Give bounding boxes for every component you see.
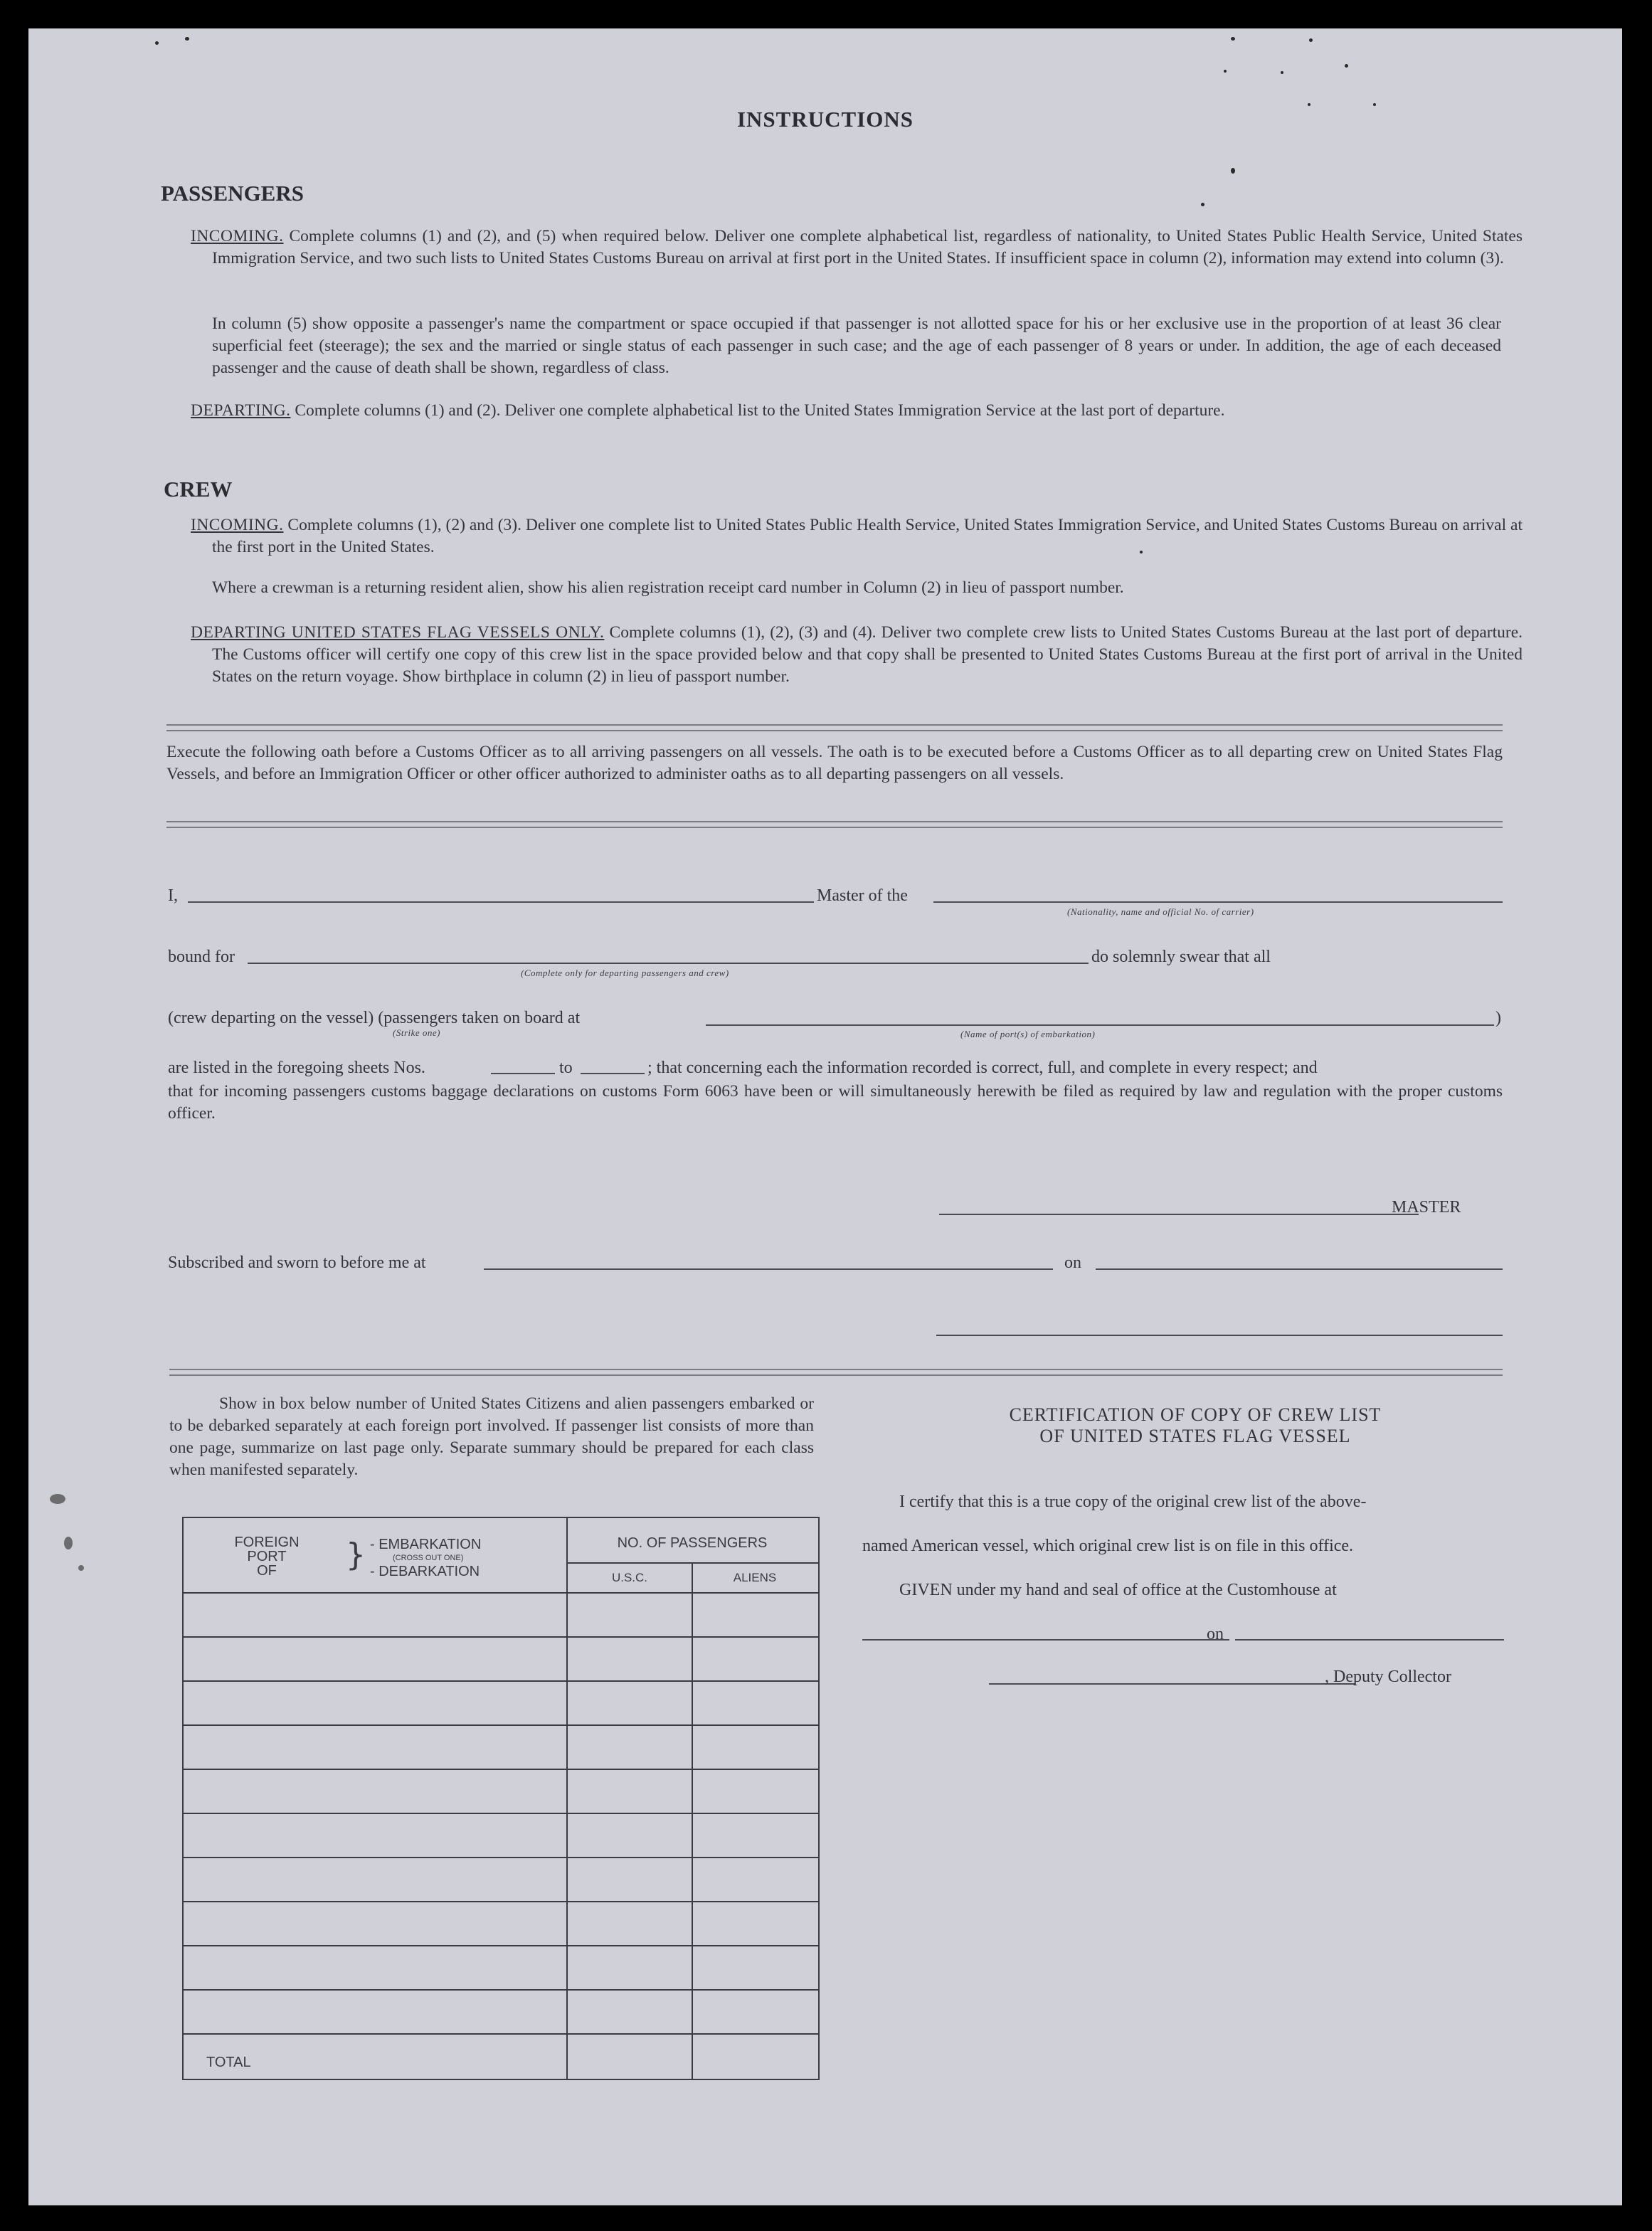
table-row-rule xyxy=(182,1724,818,1726)
table-row-rule xyxy=(182,1636,818,1638)
crew-departing-label: DEPARTING UNITED STATES FLAG VESSELS ONLY. xyxy=(191,623,605,642)
certify-text-a: I certify that this is a true copy of the original crew list of the above- xyxy=(899,1493,1367,1511)
sworn-date-field[interactable] xyxy=(1096,1268,1503,1270)
nationality-caption: (Nationality, name and official No. of carrier) xyxy=(1067,906,1254,917)
brace-icon: } xyxy=(346,1537,366,1573)
divider-rule xyxy=(166,821,1503,828)
scan-speck xyxy=(64,1537,73,1549)
table-row-rule xyxy=(182,1901,818,1902)
scan-speck xyxy=(50,1494,65,1504)
crew-departing-text: Complete columns (1), (2), (3) and (4). Deliver two complete crew lists to United States Customs Bureau at the last port of departure. The Customs officer will certify one copy of this crew list in the space provided below and that copy shall be presented to United States Customs Bureau at the first port of arrival in the United States on the return voyage. Show birthplace in column (2) in lieu of passport number. xyxy=(212,623,1523,686)
passengers-incoming-paragraph xyxy=(191,226,1523,270)
table-row-rule xyxy=(182,1680,818,1682)
bound-for-field[interactable] xyxy=(248,963,1089,964)
scan-speck xyxy=(1281,71,1283,74)
swear-label: do solemnly swear that all xyxy=(1091,948,1271,966)
crew-incoming-label: INCOMING. xyxy=(191,516,284,534)
complete-only-caption: (Complete only for departing passengers and crew) xyxy=(521,968,729,978)
scan-speck xyxy=(1373,103,1376,106)
certification-title-line2: OF UNITED STATES FLAG VESSEL xyxy=(1039,1426,1351,1446)
scan-speck xyxy=(185,37,189,41)
ports-field[interactable] xyxy=(706,1024,1494,1026)
crew-heading: CREW xyxy=(164,477,233,502)
given-text: GIVEN under my hand and seal of office at the Customhouse at xyxy=(899,1581,1337,1599)
table-row-rule xyxy=(182,1813,818,1814)
listed-text-b: ; that concerning each the information recorded is correct, full, and complete in every respect; and xyxy=(647,1059,1318,1077)
oath-i-label: I, xyxy=(168,886,178,905)
crew-departing-paragraph xyxy=(191,622,1523,688)
table-divider xyxy=(566,1562,818,1564)
scan-speck xyxy=(1224,70,1227,73)
listed-text-to: to xyxy=(559,1059,573,1077)
crew-departing-label: (crew departing on the vessel) (passengers taken on board at xyxy=(168,1009,581,1027)
form-page xyxy=(28,28,1622,2205)
cross-out-label: (CROSS OUT ONE) xyxy=(393,1554,464,1562)
summary-instruction: Show in box below number of United States Citizens and alien passengers embarked or to be debarked separately at each foreign port involved. If passenger list consists of more than one page, summarize on last page only. Separate summary should be prepared for each class when manifested separately. xyxy=(169,1394,814,1479)
embarkation-label: - EMBARKATION xyxy=(370,1537,482,1552)
sworn-on-label: on xyxy=(1064,1254,1081,1272)
col-foreign-port-line2: PORT xyxy=(247,1549,287,1564)
divider-rule xyxy=(169,1369,1503,1376)
table-divider xyxy=(692,1562,693,2079)
deputy-label: , Deputy Collector xyxy=(1325,1668,1451,1686)
col-foreign-port xyxy=(228,1535,306,1578)
cert-on-label: on xyxy=(1207,1625,1224,1643)
debarkation-label: - DEBARKATION xyxy=(370,1564,480,1579)
table-row-rule xyxy=(182,1945,818,1946)
passengers-incoming-label: INCOMING. xyxy=(191,227,284,245)
master-label: MASTER xyxy=(1392,1198,1461,1217)
listed-text-a: are listed in the foregoing sheets Nos. xyxy=(168,1059,425,1077)
strike-one-caption: (Strike one) xyxy=(393,1027,441,1038)
passengers-departing-text: Complete columns (1) and (2). Deliver one complete alphabetical list to the United States Immigration Service at the last port of departure. xyxy=(295,401,1225,420)
table-divider xyxy=(182,1592,818,1594)
aliens-header: ALIENS xyxy=(733,1571,777,1584)
no-passengers-header: NO. OF PASSENGERS xyxy=(617,1535,768,1551)
passengers-incoming-text: Complete columns (1) and (2), and (5) when required below. Deliver one complete alphabetical list, regardless of nationality, to United States Public Health Service, United States Immigration Service, and two such lists to United States Customs Bureau on arrival at first port in the United States. If insufficient space in column (2), information may extend into column (3). xyxy=(212,227,1523,267)
master-of-label: Master of the xyxy=(817,886,908,905)
scan-speck xyxy=(1345,64,1348,68)
sheets-to-field[interactable] xyxy=(581,1073,645,1074)
divider-rule xyxy=(166,724,1503,731)
col-foreign-port-line3: OF xyxy=(257,1563,277,1579)
master-name-field[interactable] xyxy=(188,901,814,903)
passengers-departing-label: DEPARTING. xyxy=(191,401,291,420)
carrier-field[interactable] xyxy=(933,901,1503,903)
sworn-place-field[interactable] xyxy=(484,1268,1053,1270)
bound-for-label: bound for xyxy=(168,948,235,966)
usc-header: U.S.C. xyxy=(611,1571,648,1584)
certify-text-b: named American vessel, which original crew list is on file in this office. xyxy=(862,1537,1354,1555)
scan-speck xyxy=(1308,103,1311,106)
col-foreign-port-line1: FOREIGN xyxy=(234,1535,300,1550)
scan-speck xyxy=(1231,168,1235,174)
scan-speck xyxy=(1309,38,1313,42)
passengers-departing-paragraph xyxy=(191,400,1523,422)
crew-incoming-text: Complete columns (1), (2) and (3). Deliver one complete list to United States Public Health Service, United States Immigration Service, and United States Customs Bureau on arrival at the first port in the United States. xyxy=(212,516,1523,556)
sheets-from-field[interactable] xyxy=(491,1073,555,1074)
crew-incoming-paragraph xyxy=(191,514,1523,558)
oath-instruction: Execute the following oath before a Customs Officer as to all arriving passengers on all vessels. The oath is to be executed before a Customs Officer as to all departing crew on United States Flag Vessels, and before an Immigration Officer or other officer authorized to administer oaths as to all departing passengers on all vessels. xyxy=(166,743,1503,783)
passenger-summary-table xyxy=(182,1517,820,2080)
master-signature-field[interactable] xyxy=(939,1214,1419,1215)
crew-resident-paragraph: Where a crewman is a returning resident alien, show his alien registration receipt card number in Column (2) in lieu of passport number. xyxy=(212,578,1124,597)
passengers-column5-paragraph: In column (5) show opposite a passenger's name the compartment or space occupied if that passenger is not allotted space for his or her exclusive use in the proportion of at least 36 clear superficial feet (steerage); the sex and the married or single status of each passenger in such case; and the age of each passenger of 8 years or under. In addition, the age of each deceased passenger and the cause of death shall be shown, regardless of class. xyxy=(212,314,1501,377)
total-label: TOTAL xyxy=(206,2055,251,2070)
ports-caption: (Name of port(s) of embarkation) xyxy=(960,1029,1096,1039)
table-divider xyxy=(566,1517,568,2079)
scan-speck xyxy=(1231,37,1235,41)
subscribed-label: Subscribed and sworn to before me at xyxy=(168,1254,426,1272)
table-row-rule xyxy=(182,1857,818,1858)
table-row-rule xyxy=(182,1989,818,1991)
certification-title xyxy=(882,1404,1508,1447)
officer-signature-field[interactable] xyxy=(936,1335,1503,1336)
table-row-rule xyxy=(182,2033,818,2035)
certification-title-line1: CERTIFICATION OF COPY OF CREW LIST xyxy=(1009,1404,1382,1425)
cert-date-field[interactable] xyxy=(1235,1639,1504,1641)
table-row-rule xyxy=(182,1769,818,1770)
deputy-signature-field[interactable] xyxy=(989,1683,1355,1685)
scan-speck xyxy=(78,1565,84,1571)
listed-text-c: that for incoming passengers customs baggage declarations on customs Form 6063 have been or will simultaneously herewith be filed as required by law and regulation with the proper customs officer. xyxy=(168,1082,1503,1123)
customhouse-field[interactable] xyxy=(862,1639,1229,1641)
passengers-heading: PASSENGERS xyxy=(161,181,304,206)
scan-speck xyxy=(155,41,159,45)
scan-speck xyxy=(1201,203,1204,206)
page-title: INSTRUCTIONS xyxy=(736,107,914,132)
close-paren: ) xyxy=(1495,1009,1501,1027)
